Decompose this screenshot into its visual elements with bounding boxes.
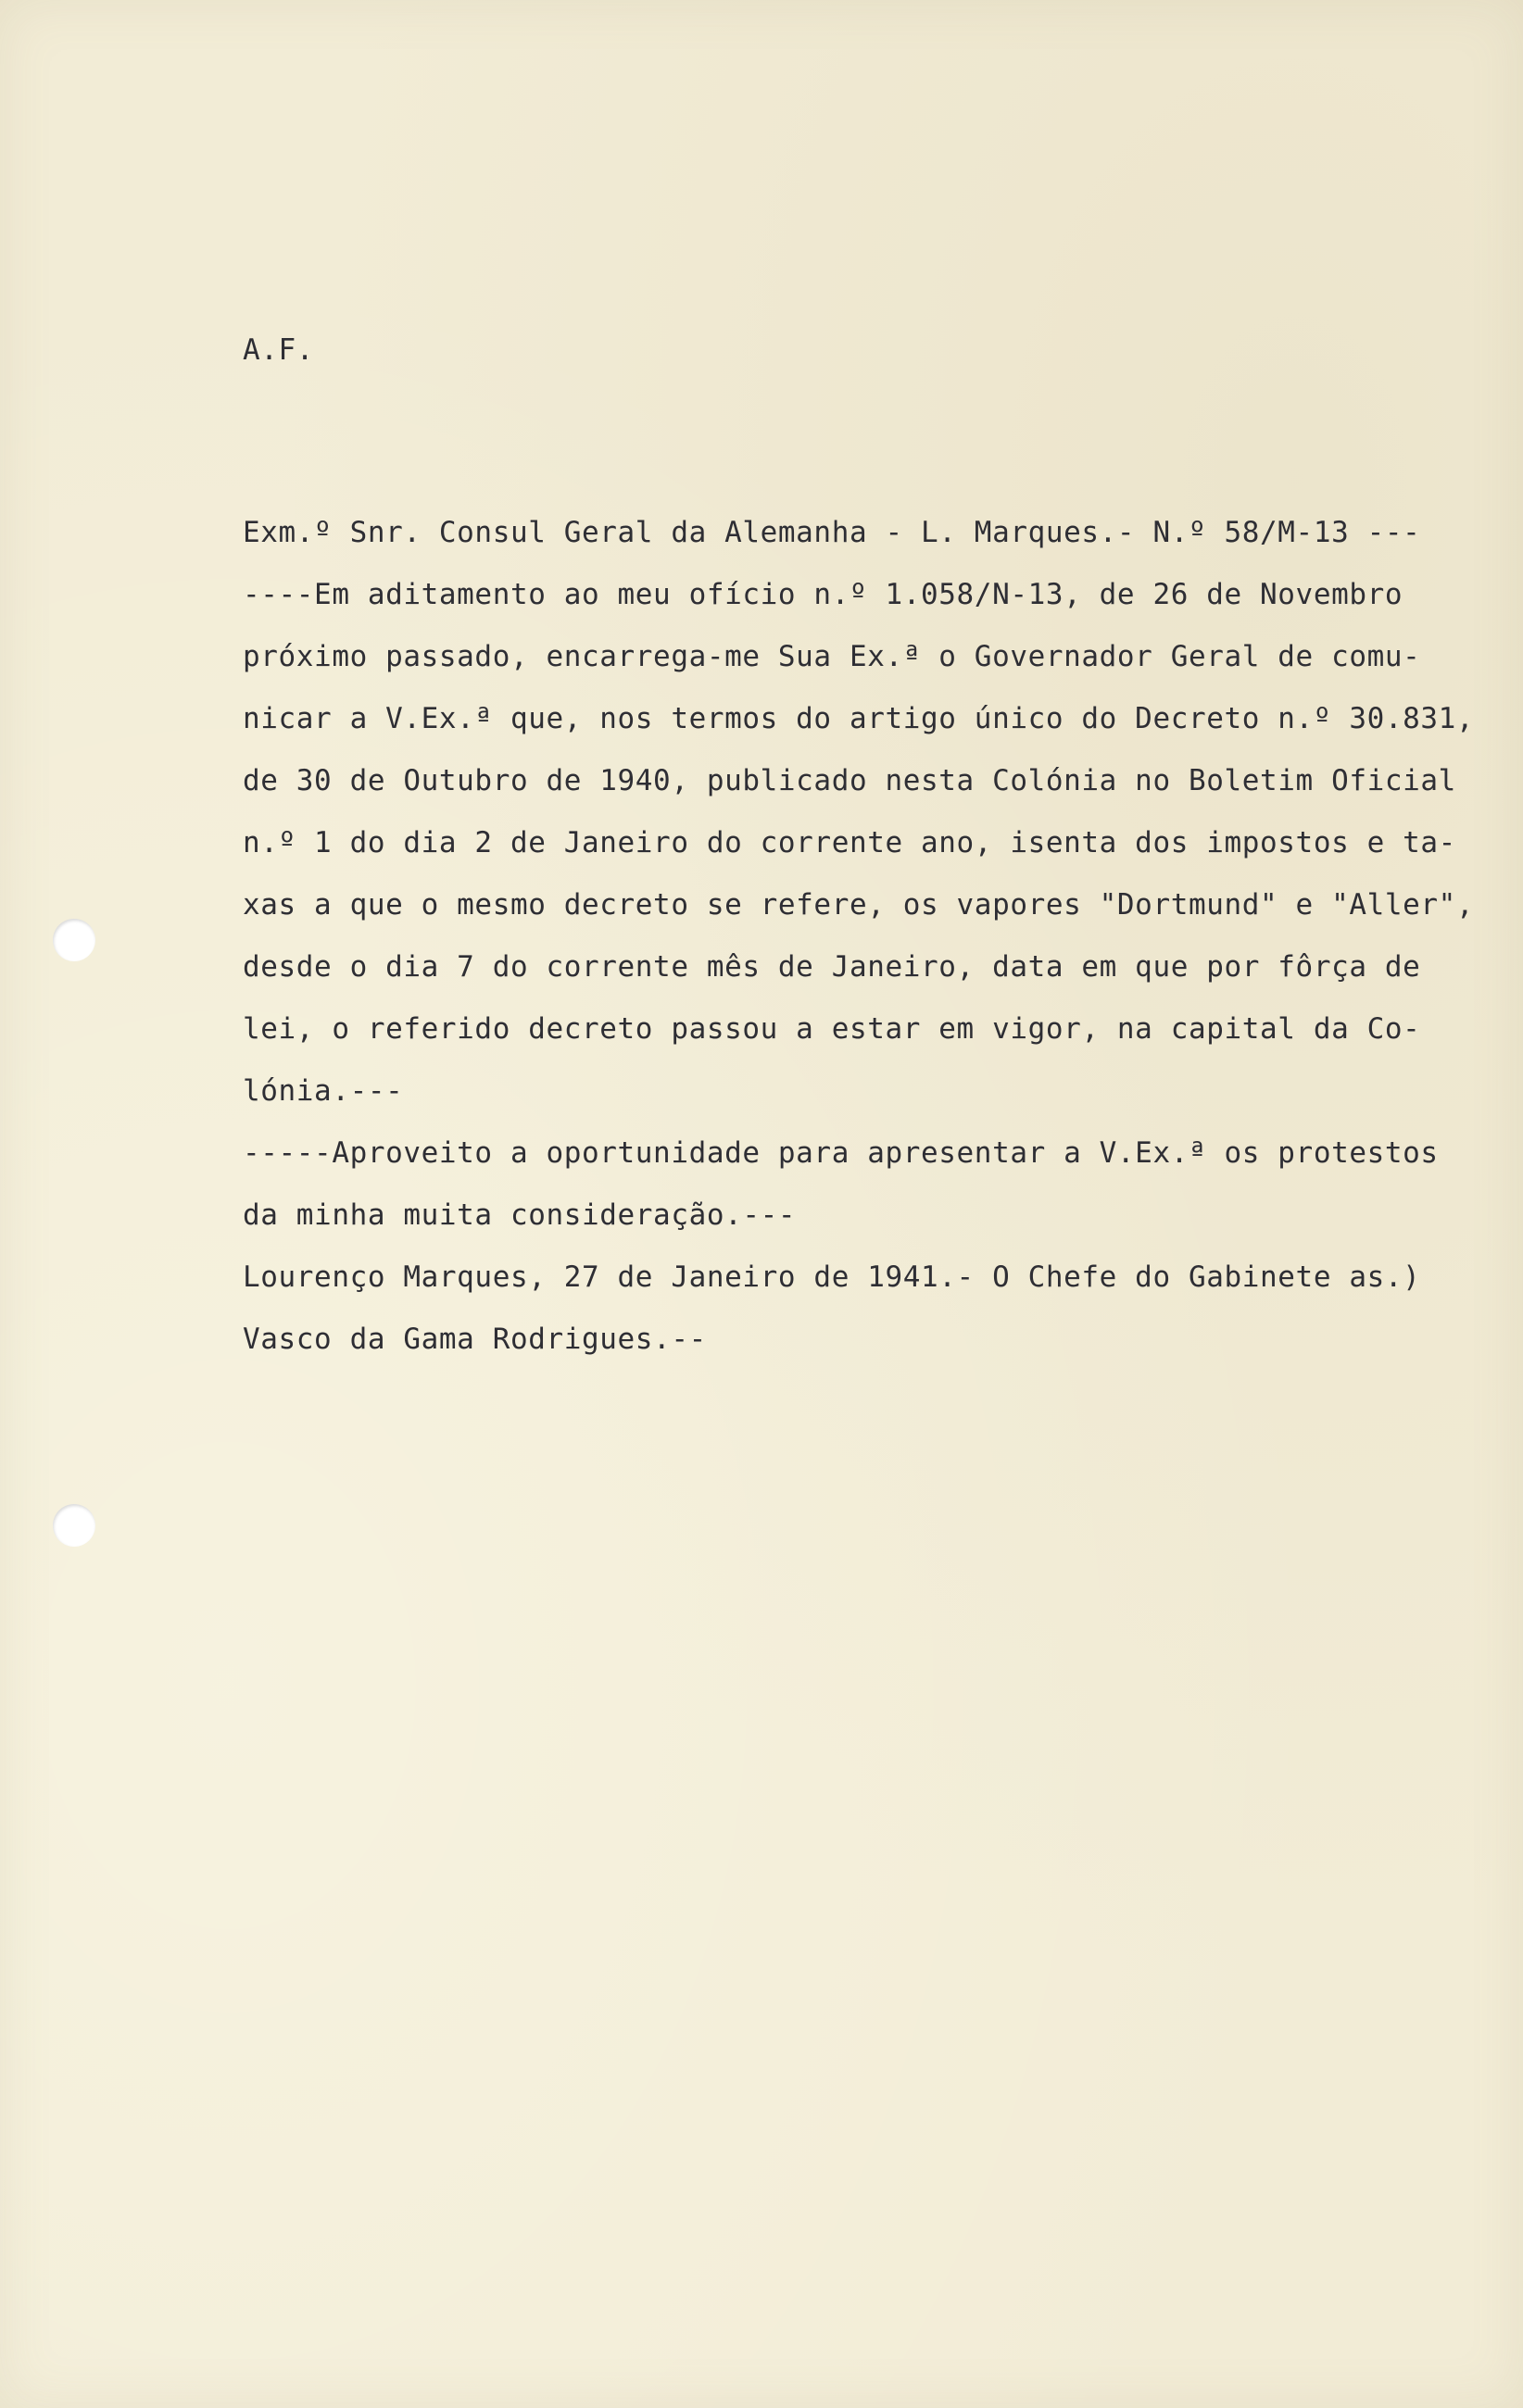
letter-line: ----Em aditamento ao meu ofício n.º 1.058/N-13, de 26 de Novembro xyxy=(243,578,1403,611)
letter-line: n.º 1 do dia 2 de Janeiro do corrente ano, isenta dos impostos e ta- xyxy=(243,826,1456,859)
letter-line: nicar a V.Ex.ª que, nos termos do artigo único do Decreto n.º 30.831, xyxy=(243,702,1475,735)
letter-line-salutation: Exm.º Snr. Consul Geral da Alemanha - L. Marques.- N.º 58/M-13 --- xyxy=(243,516,1421,549)
letter-line-closing: -----Aproveito a oportunidade para apresentar a V.Ex.ª os protestos xyxy=(243,1136,1439,1170)
letter-line: próximo passado, encarrega-me Sua Ex.ª o Governador Geral de comu- xyxy=(243,640,1421,673)
letter-line: de 30 de Outubro de 1940, publicado nesta Colónia no Boletim Oficial xyxy=(243,764,1456,797)
letter-line-signature: Vasco da Gama Rodrigues.-- xyxy=(243,1323,707,1356)
letter-line: desde o dia 7 do corrente mês de Janeiro, data em que por fôrça de xyxy=(243,950,1421,984)
punch-hole xyxy=(53,1504,95,1547)
letter-line-date: Lourenço Marques, 27 de Janeiro de 1941.- O Chefe do Gabinete as.) xyxy=(243,1260,1421,1294)
letter-line: lónia.--- xyxy=(243,1074,404,1108)
punch-hole xyxy=(53,919,95,961)
letter-line: lei, o referido decreto passou a estar em vigor, na capital da Co- xyxy=(243,1012,1421,1046)
letter-line: xas a que o mesmo decreto se refere, os vapores "Dortmund" e "Aller", xyxy=(243,888,1475,922)
letter-line-closing: da minha muita consideração.--- xyxy=(243,1198,797,1232)
header-code: A.F. xyxy=(243,333,315,367)
